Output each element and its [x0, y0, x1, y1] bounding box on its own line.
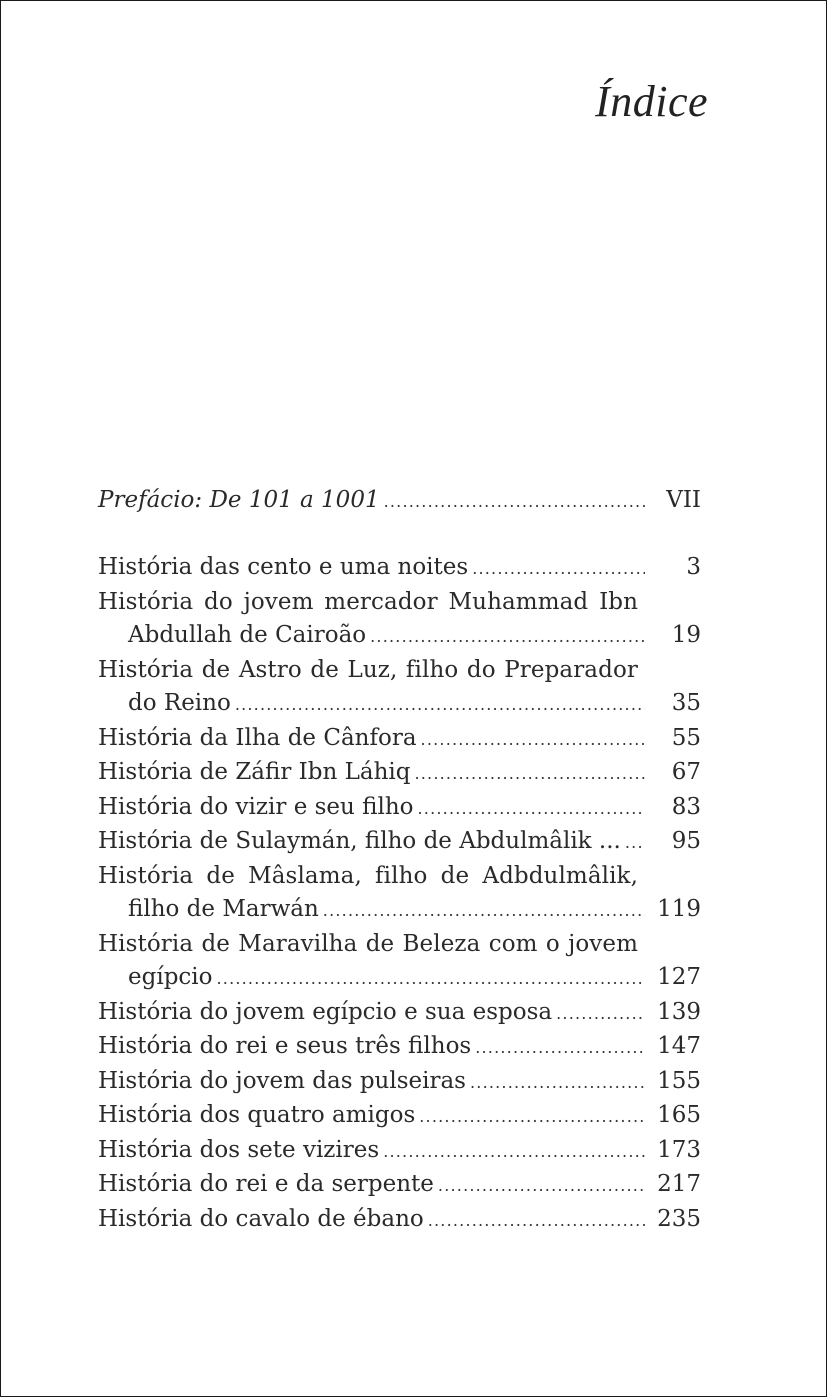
toc-entry-title: História do vizir e seu filho: [98, 793, 414, 820]
toc-entry: [98, 586, 701, 654]
toc-page-number: 83: [671, 793, 701, 820]
toc-entry-title-continued: filho de Marwán: [128, 896, 319, 922]
leader-dots: [556, 997, 645, 1031]
toc-entry: [98, 791, 701, 826]
toc-entry: [98, 551, 701, 586]
toc-page-number: 35: [671, 690, 701, 716]
leader-dots: [384, 485, 645, 518]
toc-page-number: 235: [657, 1205, 701, 1232]
leader-dots: [383, 1135, 645, 1169]
toc-page-number: 139: [657, 998, 701, 1025]
leader-dots: [419, 1100, 645, 1134]
preface-page-number: VII: [666, 487, 701, 513]
page-title: Índice: [595, 77, 708, 126]
toc-entry-title-continued: do Reino: [128, 690, 231, 716]
toc-page-number: 127: [657, 964, 701, 990]
toc-page-number: 55: [671, 724, 701, 751]
toc-page-number: 165: [657, 1102, 701, 1128]
toc-entry: [98, 1099, 701, 1134]
toc-entry-title: História de Astro de Luz, filho do Preparador: [98, 656, 638, 683]
toc-entry-title: História dos quatro amigos: [98, 1102, 416, 1128]
toc-page-number: 217: [657, 1171, 701, 1197]
toc-page-number: 119: [657, 896, 701, 922]
leader-dots: [470, 1066, 645, 1100]
toc-page-number: 67: [671, 759, 701, 785]
toc-entry: [98, 1134, 701, 1169]
toc-entry-title: História do jovem das pulseiras: [98, 1067, 466, 1094]
toc-entry: [98, 1168, 701, 1203]
preface-title: Prefácio: De 101 a 1001: [98, 487, 380, 513]
toc-entry: [98, 722, 701, 757]
leader-dots: [418, 792, 645, 826]
leader-dots: [625, 826, 645, 860]
toc-entry: [98, 860, 701, 928]
leader-dots: [414, 757, 645, 791]
toc-page-number: 147: [657, 1033, 701, 1059]
toc-entry: [98, 1030, 701, 1065]
toc-entry: [98, 1203, 701, 1238]
preface-entry: [98, 484, 701, 518]
toc-entry-title: História do jovem mercador Muhammad Ibn: [98, 588, 638, 615]
toc-entry-title-continued: Abdullah de Cairoão: [128, 622, 367, 648]
toc-page-number: 95: [671, 828, 701, 854]
toc-entry-title: História do rei e seus três filhos: [98, 1033, 472, 1059]
leader-dots: [438, 1169, 645, 1203]
toc-entry-title: História de Maravilha de Beleza com o jovem: [98, 930, 638, 957]
toc-entry: [98, 1065, 701, 1100]
toc-entry-title: História das cento e uma noites: [98, 554, 469, 580]
leader-dots: [323, 894, 645, 928]
toc-page-number: 3: [686, 554, 701, 580]
toc-entry-title: História de Sulaymán, filho de Abdulmâlik ...: [98, 828, 621, 854]
toc-entry: [98, 825, 701, 860]
toc-entry-title: História dos sete vizires: [98, 1136, 380, 1163]
toc-entry: [98, 996, 701, 1031]
toc-entry-title: História do rei e da serpente: [98, 1171, 434, 1197]
table-of-contents: [98, 551, 701, 1237]
toc-entry: [98, 928, 701, 996]
toc-page-number: 155: [657, 1067, 701, 1094]
leader-dots: [428, 1204, 645, 1238]
leader-dots: [472, 552, 645, 586]
leader-dots: [475, 1031, 645, 1065]
toc-page-number: 19: [671, 622, 701, 648]
toc-entry: [98, 654, 701, 722]
toc-entry-title: História de Mâslama, filho de Adbdulmâlik,: [98, 862, 638, 889]
leader-dots: [370, 620, 645, 654]
toc-entry-title-continued: egípcio: [128, 964, 213, 990]
toc-entry-title: História da Ilha de Cânfora: [98, 724, 417, 751]
toc-entry-title: História do jovem egípcio e sua esposa: [98, 998, 553, 1025]
leader-dots: [421, 723, 645, 757]
toc-page-number: 173: [657, 1136, 701, 1163]
toc-entry-title: História de Záfir Ibn Láhiq: [98, 759, 411, 785]
toc-entry: [98, 756, 701, 791]
leader-dots: [217, 962, 646, 996]
leader-dots: [235, 688, 645, 722]
toc-entry-title: História do cavalo de ébano: [98, 1205, 424, 1232]
